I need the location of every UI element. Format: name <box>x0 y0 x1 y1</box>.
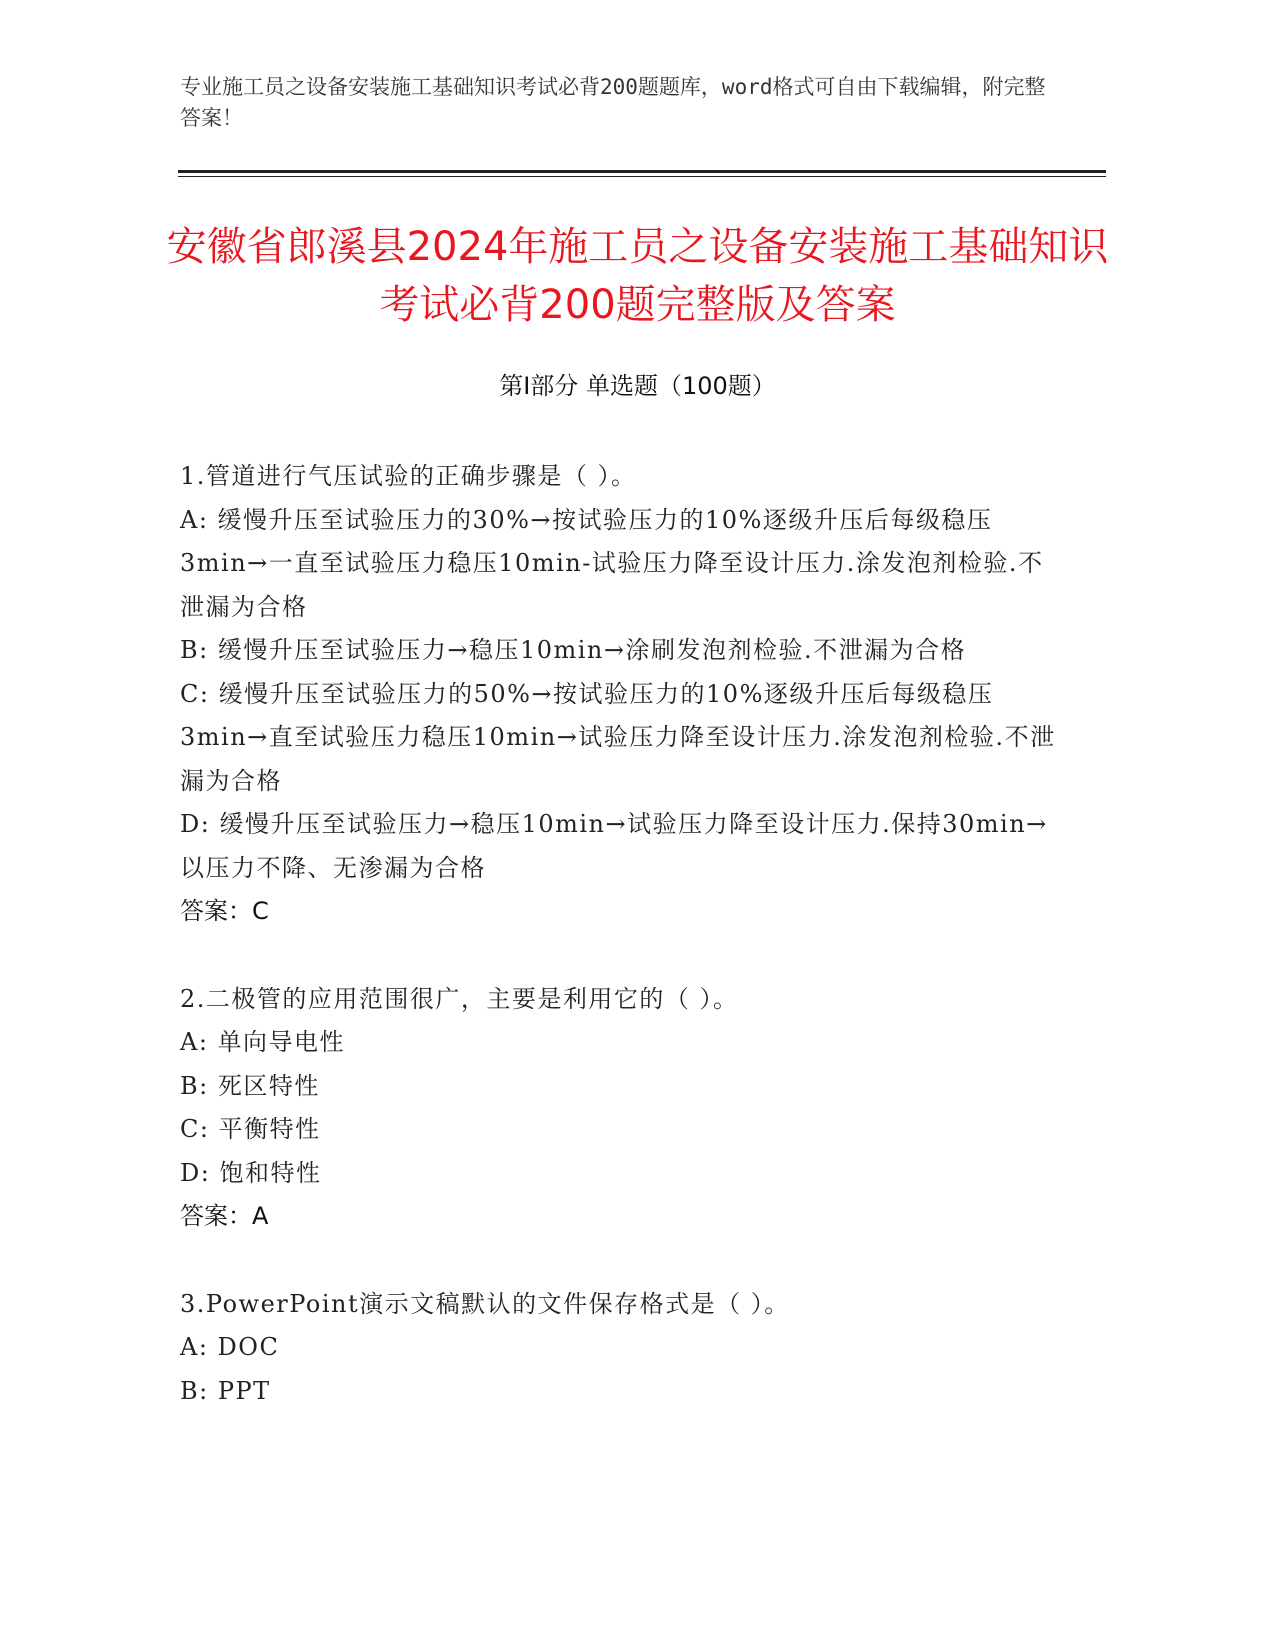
question-stem: 1.管道进行气压试验的正确步骤是（ ）。 <box>180 462 637 490</box>
section-heading: 第Ⅰ部分 单选题（100题） <box>499 372 776 400</box>
option-a: A: DOC <box>180 1333 280 1361</box>
question-stem: 2.二极管的应用范围很广，主要是利用它的（ ）。 <box>180 984 739 1013</box>
question-1 <box>180 455 1060 934</box>
header-divider-thick <box>178 170 1106 173</box>
option-b: B: PPT <box>180 1376 271 1405</box>
question-3 <box>180 1283 1060 1414</box>
option-c: C: 缓慢升压至试验压力的50%→按试验压力的10%逐级升压后每级稳压3min→直至试验压力稳压10min→试验压力降至设计压力.涂发泡剂检验.不泄漏为合格 <box>180 679 1056 795</box>
answer-line: 答案：C <box>180 897 269 925</box>
question-2 <box>180 978 1060 1239</box>
header-note: 专业施工员之设备安装施工基础知识考试必背200题题库，word格式可自由下载编辑，附完整答案！ <box>180 75 1046 130</box>
question-list <box>180 455 1060 1457</box>
header-divider-thin <box>178 176 1106 177</box>
option-a: A: 缓慢升压至试验压力的30%→按试验压力的10%逐级升压后每级稳压3min→一直至试验压力稳压10min-试验压力降至设计压力.涂发泡剂检验.不泄漏为合格 <box>180 505 1044 621</box>
question-stem: 3.PowerPoint演示文稿默认的文件保存格式是（ ）。 <box>180 1289 790 1318</box>
option-a: A: 单向导电性 <box>180 1028 346 1056</box>
option-d: D: 饱和特性 <box>180 1158 322 1187</box>
answer-line: 答案：A <box>180 1202 269 1230</box>
option-b: B: 缓慢升压至试验压力→稳压10min→涂刷发泡剂检验.不泄漏为合格 <box>180 636 967 664</box>
option-b: B: 死区特性 <box>180 1071 320 1100</box>
document-title: 安徽省郎溪县2024年施工员之设备安装施工基础知识考试必背200题完整版及答案 <box>166 224 1109 328</box>
option-c: C: 平衡特性 <box>180 1115 321 1143</box>
option-d: D: 缓慢升压至试验压力→稳压10min→试验压力降至设计压力.保持30min→以压力不降、无渗漏为合格 <box>180 810 1048 882</box>
